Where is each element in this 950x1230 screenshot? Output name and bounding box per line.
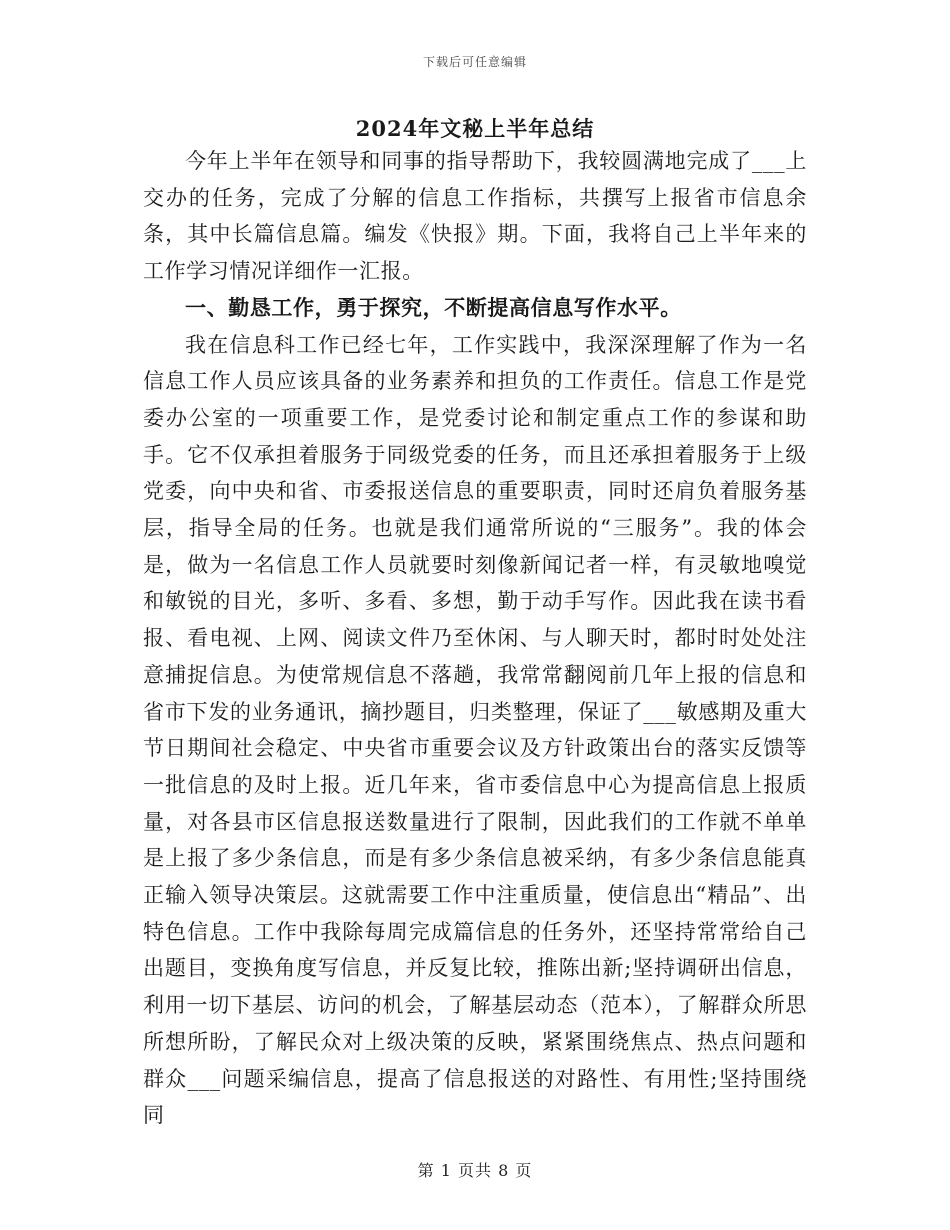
document-body [143, 143, 807, 1134]
document-title: 2024年文秘上半年总结 [355, 116, 595, 141]
section-heading-1: 一、勤恳工作，勇于探究，不断提高信息写作水平。 [185, 294, 682, 320]
page-header-note: 下载后可任意编辑 [422, 55, 527, 69]
page-number-footer: 第 1 页共 8 页 [417, 1161, 533, 1180]
section-1-paragraph: 我在信息科工作已经七年，工作实践中，我深深理解了作为一名信息工作人员应该具备的业务素养和担负的工作责任。信息工作是党委办公室的一项重要工作，是党委讨论和制定重点工作的参谋和助手。它不仅承担着服务于同级党委的任务，而且还承担着服务于上级党委，向中央和省、市委报送信息的重要职责，同时还肩负着服务基层，指导全局的任务。也就是我们通常所说的“三服务”。我的体会是，做为一名信息工作人员就要时刻像新闻记者一样，有灵敏地嗅觉和敏锐的目光，多听、多看、多想，勤于动手写作。因此我在读书看报、看电视、上网、阅读文件乃至休闲、与人聊天时，都时时处处注意捕捉信息。为使常规信息不落趟，我常常翻阅前几年上报的信息和省市下发的业务通讯，摘抄题目，归类整理，保证了___敏感期及重大节日期间社会稳定、中央省市重要会议及方针政策出台的落实反馈等一批信息的及时上报。近几年来，省市委信息中心为提高信息上报质量，对各县市区信息报送数量进行了限制，因此我们的工作就不单单是上报了多少条信息，而是有多少条信息被采纳，有多少条信息能真正输入领导决策层。这就需要工作中注重质量，使信息出“精品”、出特色信息。工作中我除每周完成篇信息的任务外，还坚持常常给自己出题目，变换角度写信息，并反复比较，推陈出新;坚持调研出信息，利用一切下基层、访问的机会，了解基层动态（范本），了解群众所思所想所盼，了解民众对上级决策的反映，紧紧围绕焦点、热点问题和群众___问题采编信息，提高了信息报送的对路性、有用性;坚持围绕同 [143, 332, 807, 1128]
intro-paragraph: 今年上半年在领导和同事的指导帮助下，我较圆满地完成了___上交办的任务，完成了分解的信息工作指标，共撰写上报省市信息余条，其中长篇信息篇。编发《快报》期。下面，我将自己上半年来的工作学习情况详细作一汇报。 [143, 149, 807, 284]
